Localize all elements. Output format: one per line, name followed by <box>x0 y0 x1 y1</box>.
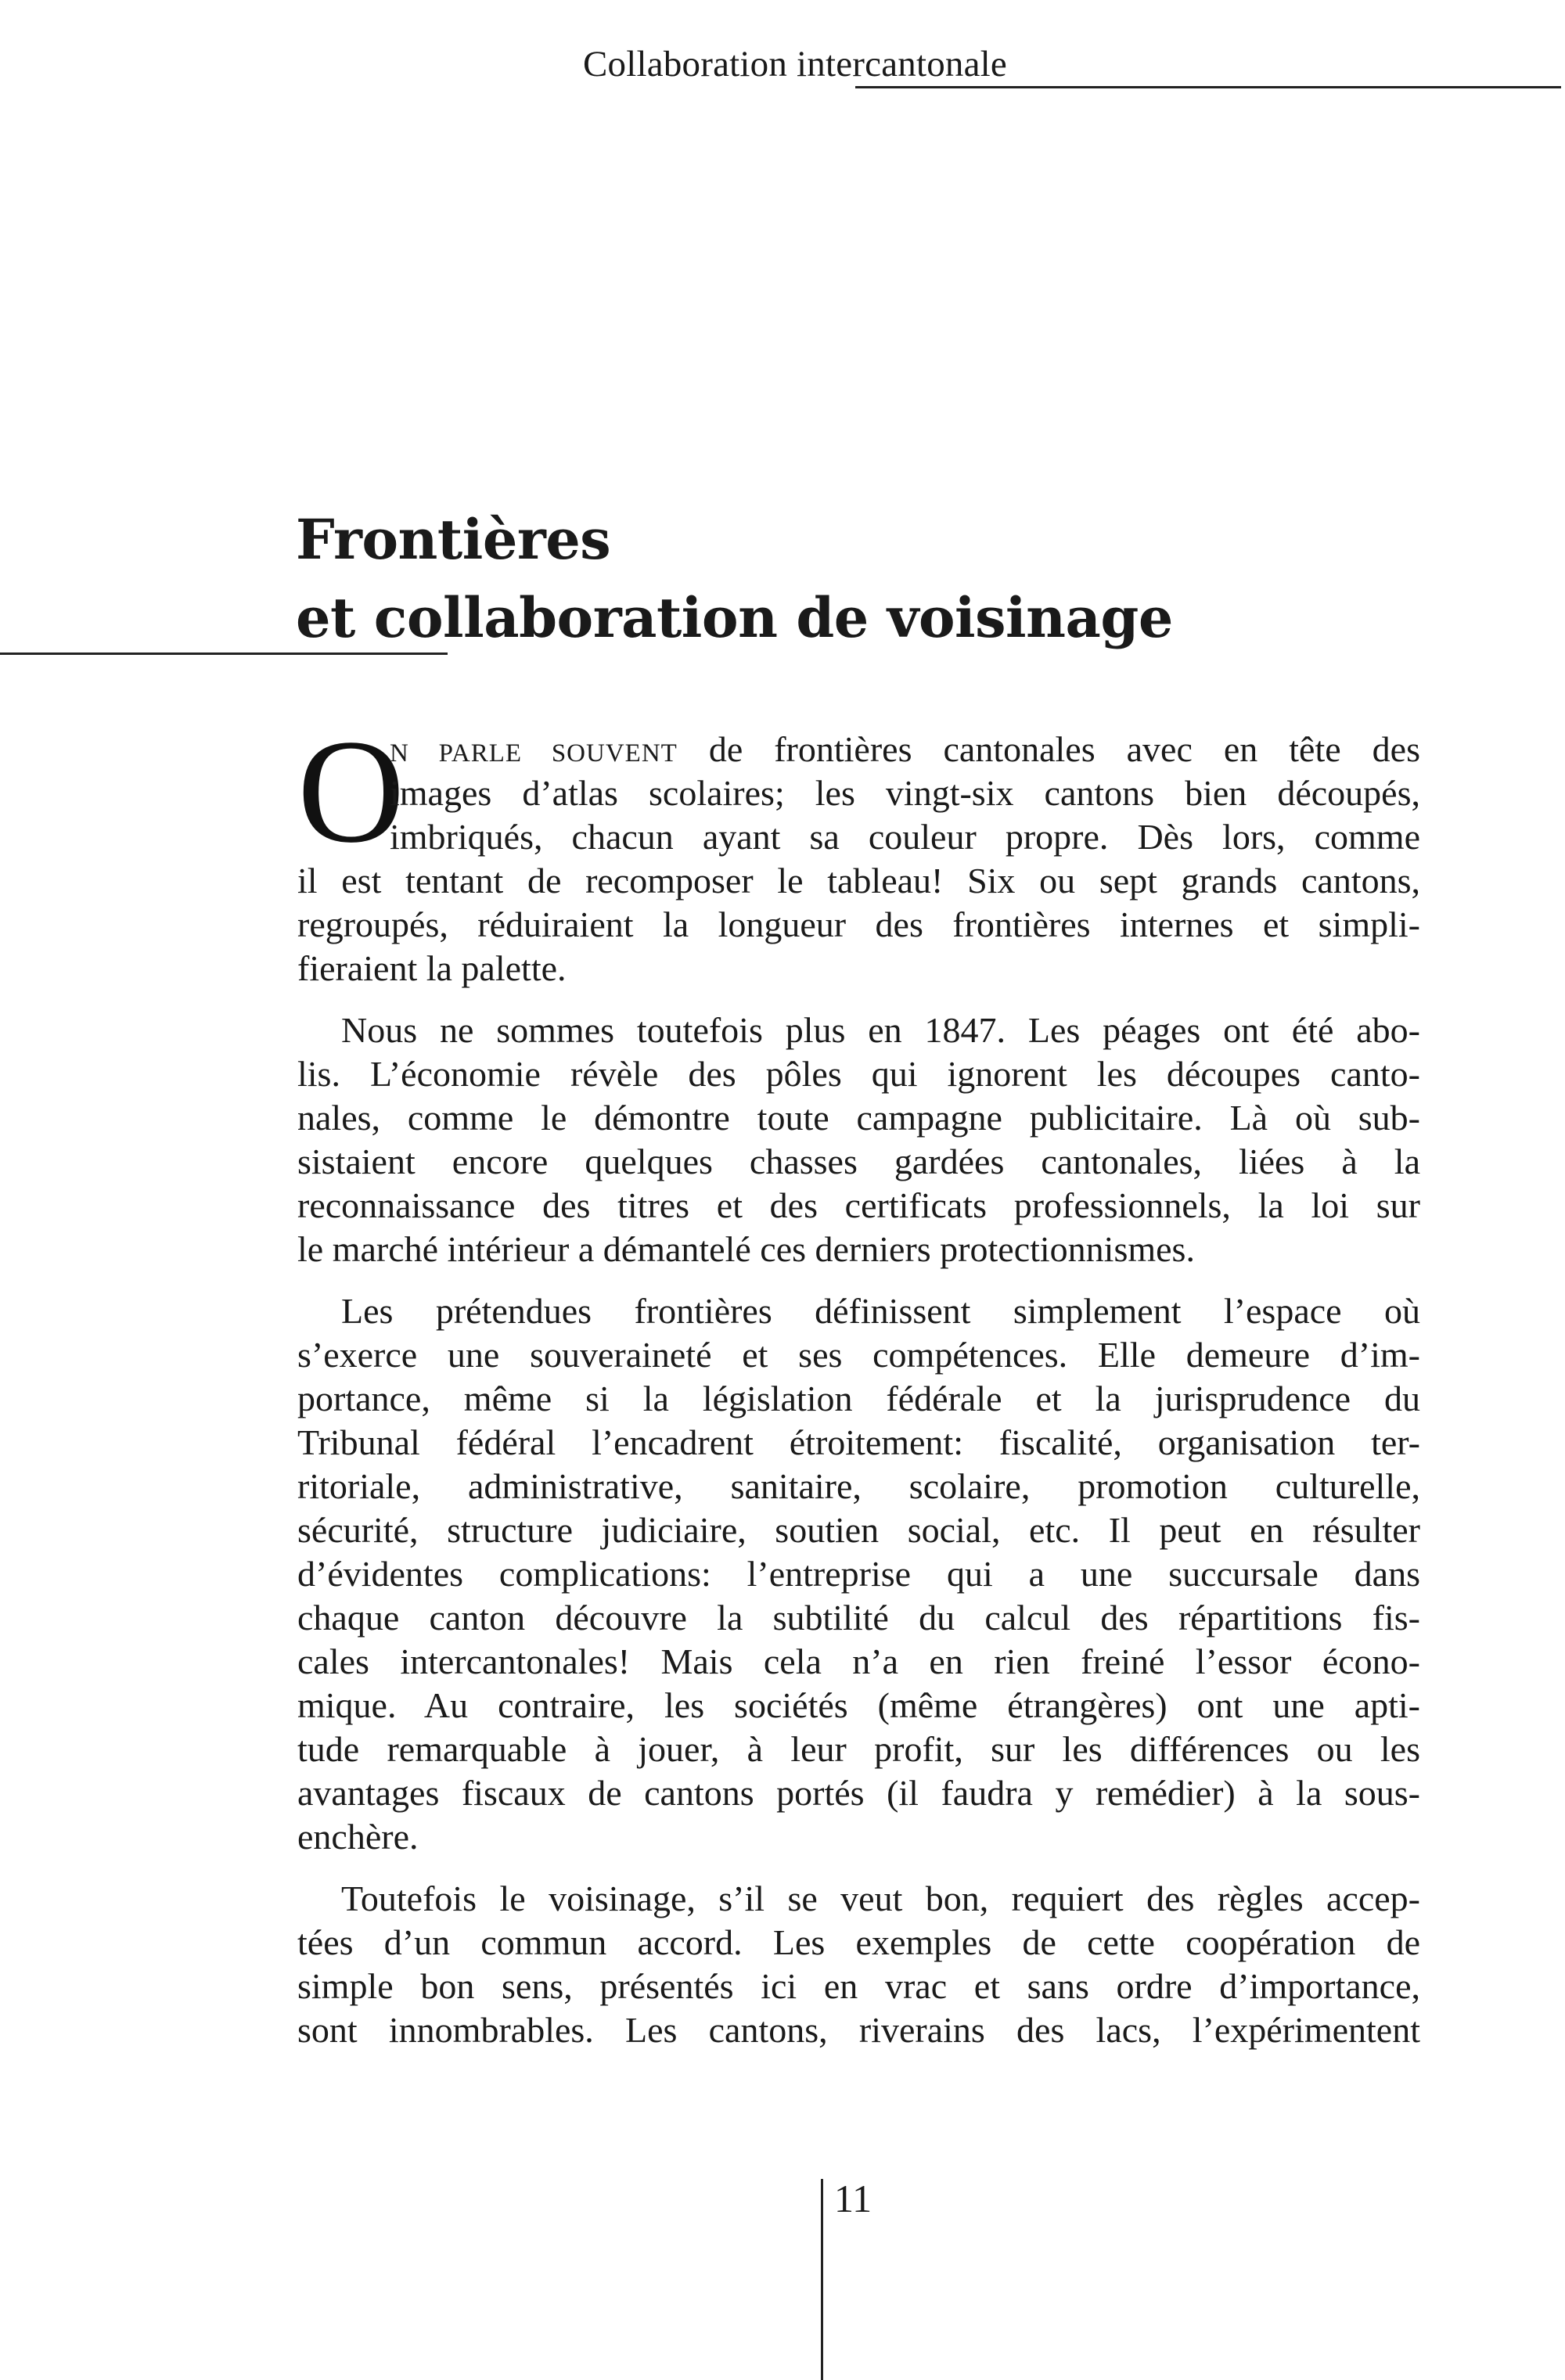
folio-rule <box>821 2179 823 2380</box>
text-line: lis. L’économie révèle des pôles qui ignorent les découpes canto- <box>297 1054 1420 1094</box>
text-line: regroupés, réduiraient la longueur des frontières internes et simpli- <box>297 904 1420 944</box>
text-line: d’évidentes complications: l’entreprise qui a une succursale dans <box>297 1554 1420 1594</box>
chapter-title-rule <box>0 653 448 655</box>
text-line <box>297 728 1420 771</box>
drop-cap: O <box>297 710 405 874</box>
text-line: tude remarquable à jouer, à leur profit, sur les différences ou les <box>297 1729 1420 1769</box>
body-text <box>297 710 1420 2070</box>
text-line: chaque canton découvre la subtilité du calcul des répartitions fis- <box>297 1598 1420 1638</box>
paragraph-1 <box>297 710 1420 990</box>
text-line: cales intercantonales! Mais cela n’a en rien freiné l’essor écono- <box>297 1641 1420 1681</box>
text-line: s’exerce une souveraineté et ses compétences. Elle demeure d’im- <box>297 1335 1420 1375</box>
page-number: 11 <box>834 2177 872 2220</box>
text-line: Les prétendues frontières définissent simplement l’espace où <box>341 1291 1420 1331</box>
text-line: il est tentant de recomposer le tableau! Six ou sept grands cantons, <box>297 861 1420 901</box>
text-line: images d’atlas scolaires; les vingt-six cantons bien découpés, <box>390 773 1420 813</box>
text-line-content: de frontières cantonales avec en tête des <box>677 729 1420 769</box>
text-line: Tribunal fédéral l’encadrent étroitement: fiscalité, organisation ter- <box>297 1422 1420 1462</box>
paragraph-2 <box>297 1008 1420 1271</box>
text-line: imbriqués, chacun ayant sa couleur propre. Dès lors, comme <box>390 817 1420 857</box>
text-line: enchère. <box>297 1817 419 1857</box>
text-line: mique. Au contraire, les sociétés (même étrangères) ont une apti- <box>297 1685 1420 1725</box>
text-line: nales, comme le démontre toute campagne publicitaire. Là où sub- <box>297 1098 1420 1138</box>
text-line: Toutefois le voisinage, s’il se veut bon, requiert des règles accep- <box>341 1878 1420 1918</box>
running-head-rule <box>855 86 1561 88</box>
text-line: avantages fiscaux de cantons portés (il faudra y remédier) à la sous- <box>297 1773 1420 1813</box>
text-line: sécurité, structure judiciaire, soutien social, etc. Il peut en résulter <box>297 1510 1420 1550</box>
running-head: Collaboration intercantonale <box>583 44 1007 84</box>
paragraph-4 <box>297 1877 1420 2052</box>
text-line: portance, même si la législation fédérale et la jurisprudence du <box>297 1379 1420 1418</box>
text-line: fieraient la palette. <box>297 948 567 988</box>
text-line: sistaient encore quelques chasses gardées cantonales, liées à la <box>297 1141 1420 1181</box>
text-line: le marché intérieur a démantelé ces derniers protectionnismes. <box>297 1229 1195 1269</box>
text-line: simple bon sens, présentés ici en vrac et sans ordre d’importance, <box>297 1966 1420 2006</box>
small-caps-lead: N PARLE SOUVENT <box>390 739 678 768</box>
text-line: reconnaissance des titres et des certificats professionnels, la loi sur <box>297 1185 1420 1225</box>
paragraph-3 <box>297 1289 1420 1859</box>
text-line: ritoriale, administrative, sanitaire, scolaire, promotion culturelle, <box>297 1466 1420 1506</box>
chapter-title-line-2: et collaboration de voisinage <box>296 585 1173 650</box>
text-line: sont innombrables. Les cantons, riverains des lacs, l’expérimentent <box>297 2010 1420 2050</box>
text-line: tées d’un commun accord. Les exemples de cette coopération de <box>297 1922 1420 1962</box>
text-line: Nous ne sommes toutefois plus en 1847. Les péages ont été abo- <box>341 1010 1420 1050</box>
chapter-title-line-1: Frontières <box>296 507 611 572</box>
chapter-title <box>296 501 1173 657</box>
